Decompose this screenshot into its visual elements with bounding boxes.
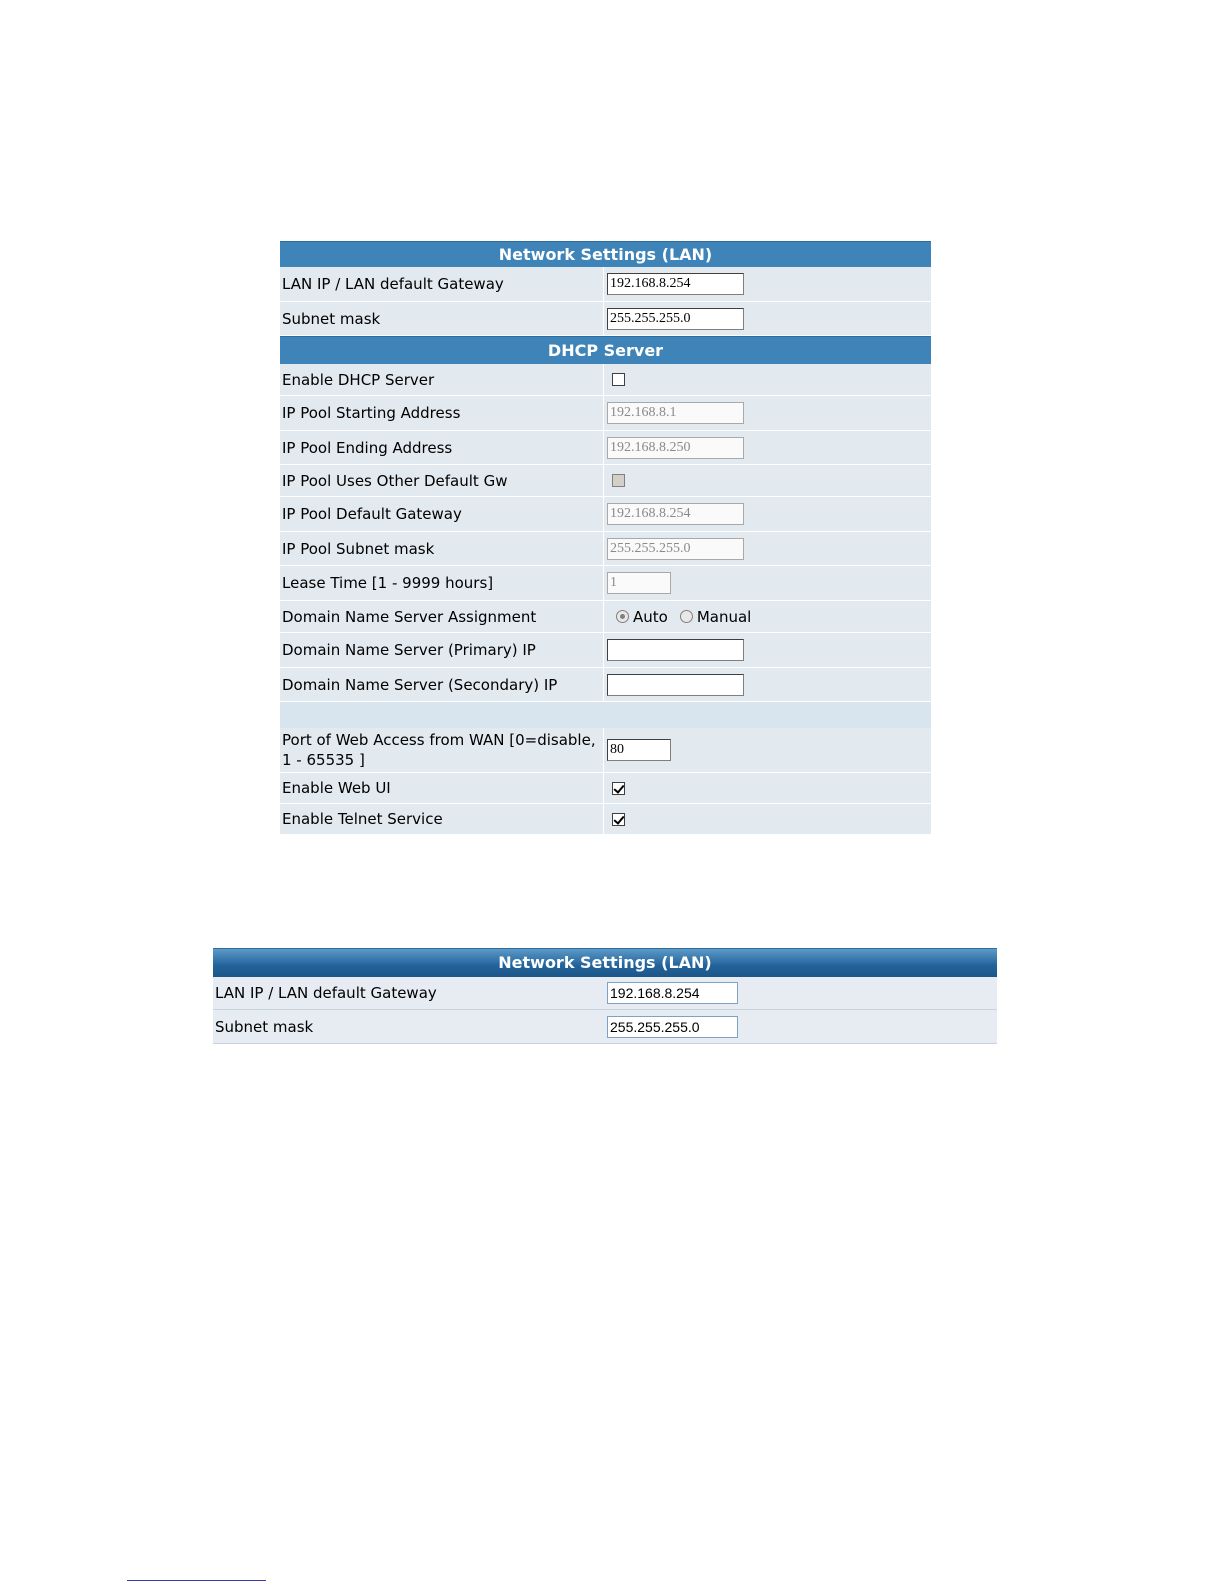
dns-manual-radio[interactable] <box>680 610 693 623</box>
dhcp-server-header: DHCP Server <box>280 336 931 364</box>
enable-telnet-row <box>280 804 931 834</box>
subnet-row <box>280 302 931 336</box>
enable-telnet-label: Enable Telnet Service <box>280 804 604 834</box>
dns-primary-input[interactable] <box>607 639 744 661</box>
section-spacer <box>280 702 931 728</box>
pool-other-gw-checkbox[interactable] <box>612 474 625 487</box>
dns-auto-radio[interactable] <box>616 610 629 623</box>
lease-time-label: Lease Time [1 - 9999 hours] <box>280 566 604 600</box>
dns-primary-label: Domain Name Server (Primary) IP <box>280 633 604 667</box>
pool-other-gw-row <box>280 465 931 497</box>
enable-webui-label: Enable Web UI <box>280 773 604 803</box>
dns-auto-label: Auto <box>633 607 668 626</box>
pool-subnet-row <box>280 532 931 566</box>
lan-ip-row-compact <box>213 977 997 1010</box>
pool-start-input[interactable]: 192.168.8.1 <box>607 402 744 424</box>
dns-assignment-row <box>280 601 931 633</box>
dns-primary-row <box>280 633 931 668</box>
dns-secondary-label: Domain Name Server (Secondary) IP <box>280 668 604 701</box>
pool-start-label: IP Pool Starting Address <box>280 396 604 430</box>
enable-telnet-checkbox[interactable] <box>612 813 625 826</box>
lan-ip-label-compact: LAN IP / LAN default Gateway <box>215 984 437 1002</box>
pool-start-row <box>280 396 931 431</box>
pool-end-row <box>280 431 931 465</box>
lan-settings-header-compact: Network Settings (LAN) <box>213 948 997 977</box>
subnet-label-compact: Subnet mask <box>215 1017 314 1036</box>
web-port-label: Port of Web Access from WAN [0=disable, 1 - 65535 ] <box>280 728 604 772</box>
lease-time-input[interactable]: 1 <box>607 572 671 594</box>
enable-dhcp-checkbox[interactable] <box>612 373 625 386</box>
pool-other-gw-label: IP Pool Uses Other Default Gw <box>280 465 604 496</box>
pool-end-input[interactable]: 192.168.8.250 <box>607 437 744 459</box>
dns-secondary-row <box>280 668 931 702</box>
pool-subnet-input[interactable]: 255.255.255.0 <box>607 538 744 560</box>
footnote-separator <box>127 1580 266 1581</box>
enable-webui-row <box>280 773 931 804</box>
web-port-row <box>280 728 931 773</box>
lan-settings-panel-compact <box>213 948 997 1044</box>
dns-manual-label: Manual <box>696 607 752 626</box>
lan-settings-header: Network Settings (LAN) <box>280 241 931 267</box>
pool-gw-row <box>280 497 931 532</box>
lan-ip-label: LAN IP / LAN default Gateway <box>280 267 604 301</box>
subnet-input-compact[interactable]: 255.255.255.0 <box>607 1016 738 1038</box>
web-port-input[interactable]: 80 <box>607 739 671 761</box>
pool-gw-label: IP Pool Default Gateway <box>280 497 604 531</box>
subnet-row-compact <box>213 1010 997 1044</box>
dns-secondary-input[interactable] <box>607 674 744 696</box>
pool-end-label: IP Pool Ending Address <box>280 431 604 464</box>
lan-settings-panel <box>280 241 931 834</box>
enable-dhcp-row <box>280 364 931 396</box>
pool-gw-input[interactable]: 192.168.8.254 <box>607 503 744 525</box>
subnet-label: Subnet mask <box>280 302 604 335</box>
enable-dhcp-label: Enable DHCP Server <box>280 364 604 395</box>
lan-ip-input[interactable]: 192.168.8.254 <box>607 273 744 295</box>
subnet-input[interactable]: 255.255.255.0 <box>607 308 744 330</box>
lan-ip-row <box>280 267 931 302</box>
dns-assignment-label: Domain Name Server Assignment <box>280 601 604 632</box>
lease-time-row <box>280 566 931 601</box>
enable-webui-checkbox[interactable] <box>612 782 625 795</box>
pool-subnet-label: IP Pool Subnet mask <box>280 532 604 565</box>
lan-ip-input-compact[interactable]: 192.168.8.254 <box>607 982 738 1004</box>
